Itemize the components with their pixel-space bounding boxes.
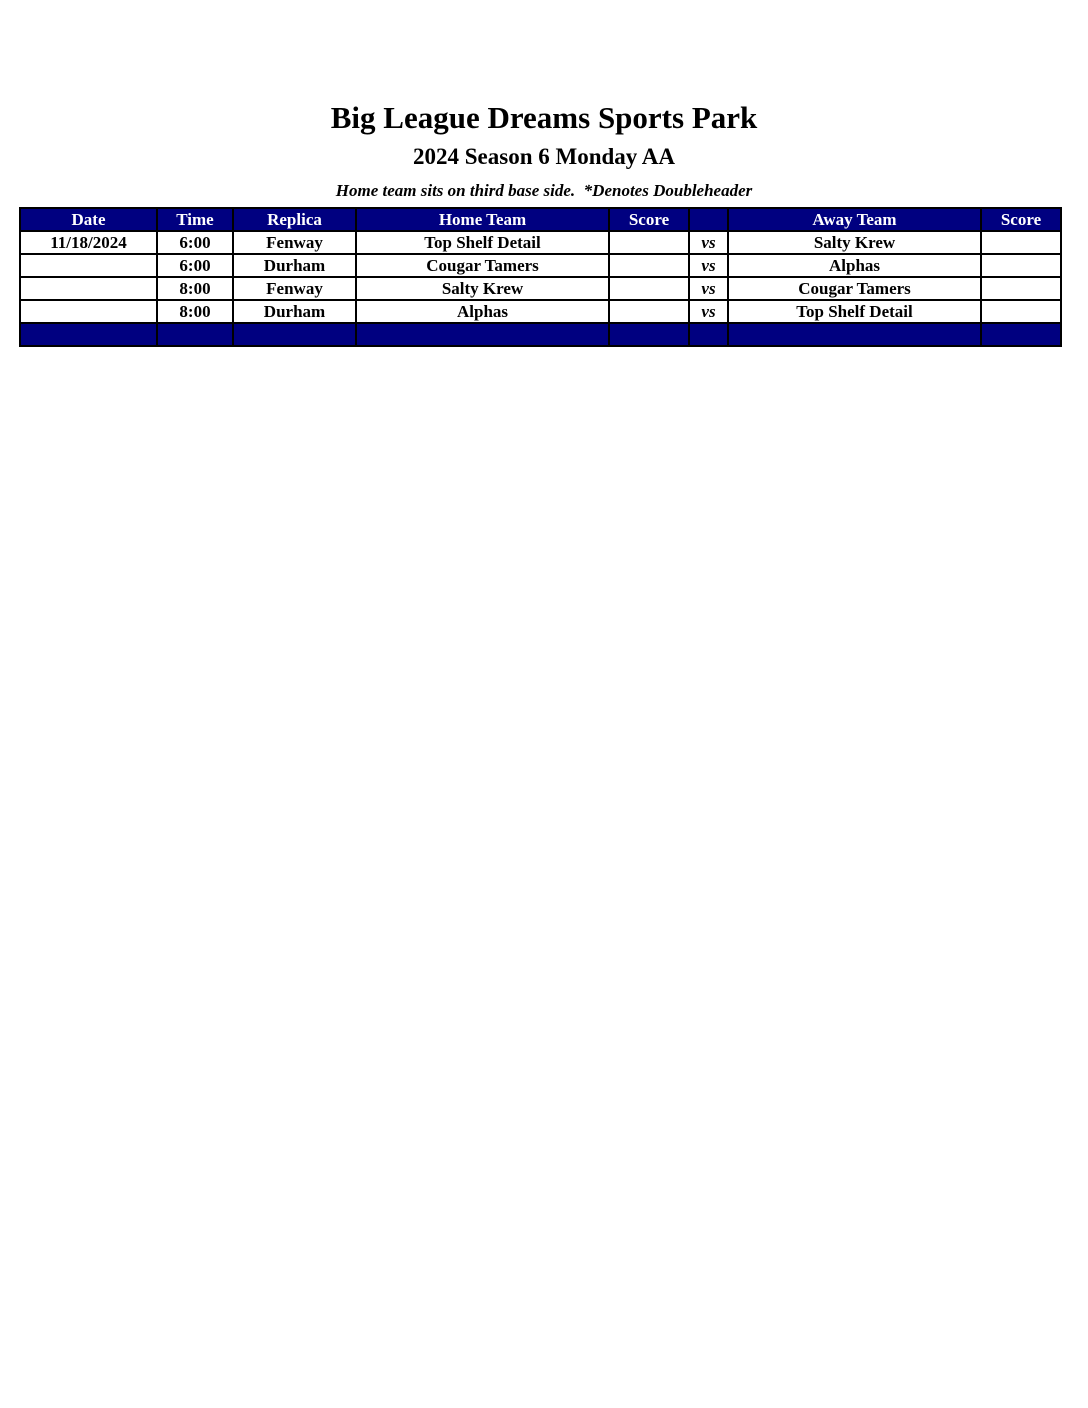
footer-cell bbox=[356, 323, 609, 346]
schedule-note: Home team sits on third base side. *Denotes Doubleheader bbox=[335, 181, 753, 200]
table-footer-row bbox=[20, 323, 1061, 346]
footer-cell bbox=[728, 323, 981, 346]
footer-cell bbox=[609, 323, 689, 346]
footer-cell bbox=[233, 323, 356, 346]
footer-cell bbox=[20, 323, 157, 346]
schedule-table bbox=[19, 207, 1062, 347]
column-header-away-team: Away Team bbox=[728, 208, 981, 231]
table-row bbox=[20, 231, 1061, 254]
footer-cell bbox=[689, 323, 728, 346]
cell-away-score bbox=[981, 300, 1061, 323]
cell-away-score bbox=[981, 254, 1061, 277]
column-header-home-team: Home Team bbox=[356, 208, 609, 231]
page-title: Big League Dreams Sports Park bbox=[330, 100, 758, 135]
cell-date bbox=[20, 300, 157, 323]
cell-replica: Durham bbox=[233, 300, 356, 323]
cell-vs: vs bbox=[689, 254, 728, 277]
cell-time: 8:00 bbox=[157, 300, 233, 323]
cell-home-score bbox=[609, 254, 689, 277]
column-header-time: Time bbox=[157, 208, 233, 231]
cell-time: 6:00 bbox=[157, 254, 233, 277]
footer-cell bbox=[981, 323, 1061, 346]
cell-date bbox=[20, 254, 157, 277]
cell-home-score bbox=[609, 231, 689, 254]
cell-home-team: Cougar Tamers bbox=[356, 254, 609, 277]
column-header-home-score: Score bbox=[609, 208, 689, 231]
table-row bbox=[20, 254, 1061, 277]
cell-away-team: Top Shelf Detail bbox=[728, 300, 981, 323]
cell-replica: Durham bbox=[233, 254, 356, 277]
cell-date: 11/18/2024 bbox=[20, 231, 157, 254]
cell-time: 6:00 bbox=[157, 231, 233, 254]
cell-replica: Fenway bbox=[233, 277, 356, 300]
cell-home-team: Top Shelf Detail bbox=[356, 231, 609, 254]
footer-cell bbox=[157, 323, 233, 346]
cell-vs: vs bbox=[689, 300, 728, 323]
cell-home-team: Salty Krew bbox=[356, 277, 609, 300]
table-header-row bbox=[20, 208, 1061, 231]
column-header-date: Date bbox=[20, 208, 157, 231]
column-header-vs bbox=[689, 208, 728, 231]
cell-time: 8:00 bbox=[157, 277, 233, 300]
cell-away-team: Cougar Tamers bbox=[728, 277, 981, 300]
cell-replica: Fenway bbox=[233, 231, 356, 254]
page-subtitle: 2024 Season 6 Monday AA bbox=[413, 144, 675, 169]
column-header-away-score: Score bbox=[981, 208, 1061, 231]
cell-home-score bbox=[609, 277, 689, 300]
cell-home-team: Alphas bbox=[356, 300, 609, 323]
cell-away-score bbox=[981, 277, 1061, 300]
cell-away-score bbox=[981, 231, 1061, 254]
table-row bbox=[20, 300, 1061, 323]
cell-vs: vs bbox=[689, 277, 728, 300]
cell-home-score bbox=[609, 300, 689, 323]
cell-vs: vs bbox=[689, 231, 728, 254]
cell-date bbox=[20, 277, 157, 300]
table-row bbox=[20, 277, 1061, 300]
cell-away-team: Alphas bbox=[728, 254, 981, 277]
cell-away-team: Salty Krew bbox=[728, 231, 981, 254]
column-header-replica: Replica bbox=[233, 208, 356, 231]
